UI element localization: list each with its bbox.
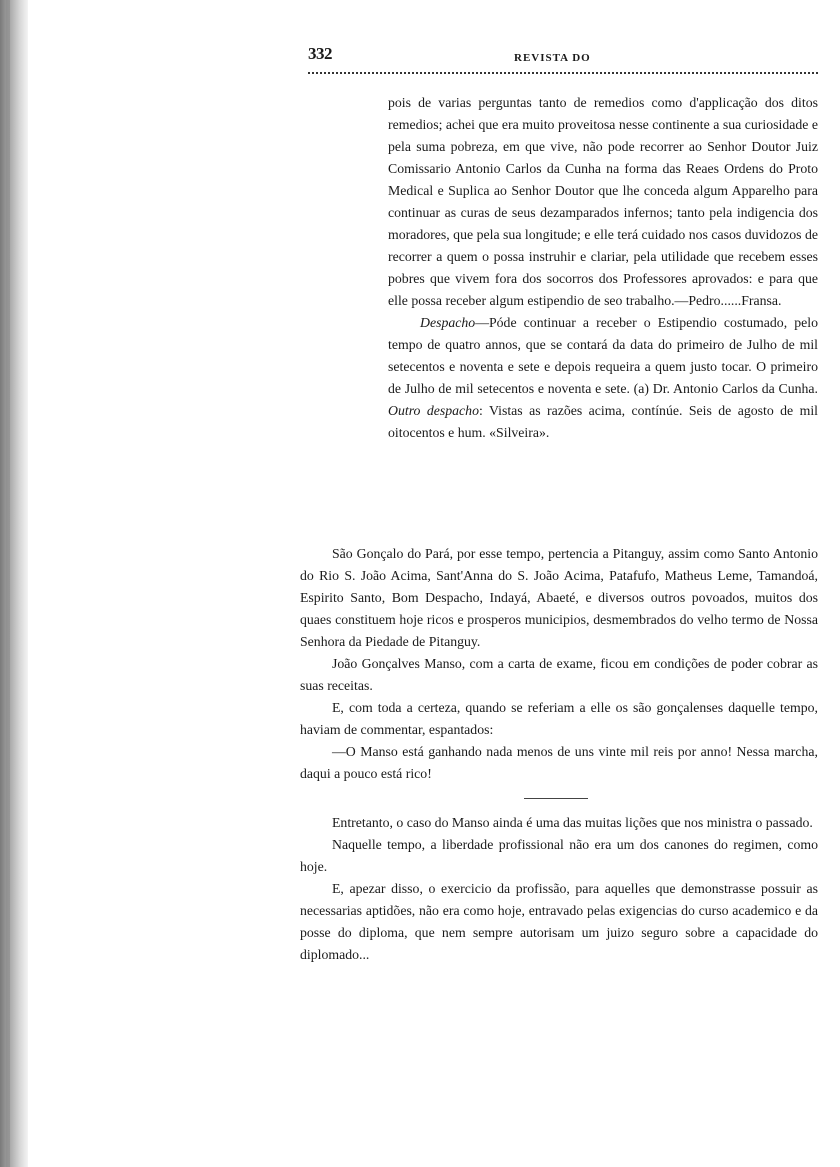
despacho-label: Despacho	[420, 315, 476, 330]
outro-despacho-label: Outro despacho	[388, 403, 479, 418]
body-paragraph: Entretanto, o caso do Manso ainda é uma das muitas lições que nos ministra o passado.	[332, 815, 813, 830]
quoted-petition	[388, 92, 818, 444]
running-head: REVISTA DO	[514, 52, 591, 64]
despacho-paragraph	[388, 312, 818, 444]
body-section-2	[300, 812, 818, 966]
header-rule	[308, 72, 818, 74]
body-paragraph: E, apezar disso, o exercicio da profissão, para aquelles que demonstrasse possuir as necessarias aptidões, não era como hoje, entravado pelas exigencias do curso academico e da posse do diploma, que nem sempre autorisam um juizo seguro sobre a capacidade do diplomado...	[300, 881, 818, 962]
body-paragraph: São Gonçalo do Pará, por esse tempo, pertencia a Pitanguy, assim como Santo Antonio do Rio S. João Acima, Sant'Anna do S. João Acima, Patafufo, Matheus Leme, Tamandoá, Espirito Santo, Bom Despacho, Indayá, Abaeté, e diversos outros povoados, muitos dos quaes constituem hoje ricos e prosperos municipios, desmembrados do velho termo de Nossa Senhora da Piedade de Pitanguy.	[300, 546, 818, 649]
body-section-1	[300, 543, 818, 785]
page-number: 332	[308, 44, 332, 63]
quote-paragraph: pois de varias perguntas tanto de remedios como d'applicação dos ditos remedios; achei que era muito proveitosa nesse continente a sua curiosidade e pela suma pobreza, em que vive, não pode recorrer ao Senhor Doutor Juiz Comissario Antonio Carlos da Cunha na forma das Reaes Ordens do Proto Medical e Suplica ao Senhor Doutor que lhe conceda algum Apparelho para continuar as curas de seus dezamparados infernos; tanto pela indigencia dos moradores, que pela sua longitude; e elle terá cuidado nos casos duvidozos de recorrer a quem o possa instruhir e clariar, pela utilidade que recebem esses pobres que vivem fora dos socorros dos Professores aprovados: e para que elle possa receber algum estipendio de seo trabalho.—Pedro......Fransa.	[388, 95, 818, 308]
section-divider	[524, 798, 588, 799]
spine-binding-line	[6, 0, 10, 1167]
outro-despacho-text: : Vistas as razões acima, contínúe. Seis de agosto de mil oitocentos e hum. «Silveira».	[388, 403, 818, 440]
book-spine-shadow	[0, 0, 28, 1167]
body-paragraph: Naquelle tempo, a liberdade profissional não era um dos canones do regimen, como hoje.	[300, 837, 818, 874]
despacho-text: —Póde continuar a receber o Estipendio costumado, pelo tempo de quatro annos, que se contará da data do primeiro de Julho de mil setecentos e noventa e sete e depois requeira a quem justo tocar. O primeiro de Julho de mil setecentos e noventa e sete. (a) Dr. Antonio Carlos da Cunha.	[388, 315, 818, 396]
body-paragraph: E, com toda a certeza, quando se referiam a elle os são gonçalenses daquelle tempo, haviam de commentar, espantados:	[300, 700, 818, 737]
body-paragraph: João Gonçalves Manso, com a carta de exame, ficou em condições de poder cobrar as suas receitas.	[300, 656, 818, 693]
body-paragraph: —O Manso está ganhando nada menos de uns vinte mil reis por anno! Nessa marcha, daqui a pouco está rico!	[300, 744, 818, 781]
